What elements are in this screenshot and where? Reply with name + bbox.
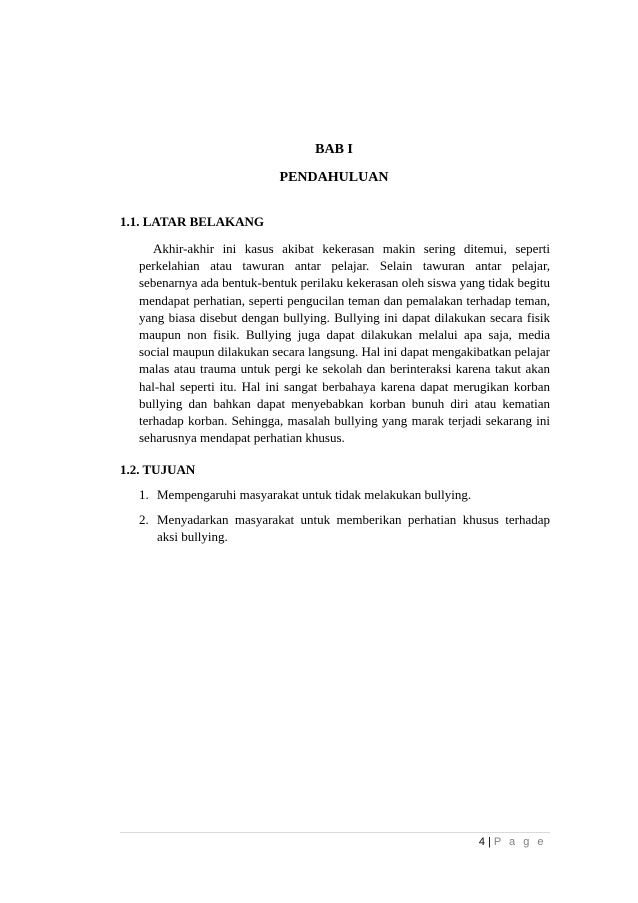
- section-heading-latar-belakang: 1.1. LATAR BELAKANG: [120, 214, 264, 229]
- chapter-title: PENDAHULUAN: [279, 170, 389, 185]
- list-item-number: 2.: [139, 512, 149, 528]
- page-number: 4: [478, 836, 485, 848]
- list-item: [139, 486, 550, 503]
- footer-divider: [120, 832, 550, 833]
- chapter-label: BAB I: [315, 142, 353, 157]
- page-label: P a g e: [493, 836, 546, 848]
- list-item-text: Menyadarkan masyarakat untuk memberikan perhatian khusus terhadap aksi bullying.: [157, 512, 550, 545]
- page-footer: [479, 836, 546, 848]
- list-item: [139, 511, 550, 545]
- list-item-number: 1.: [139, 487, 149, 502]
- section-heading-tujuan: 1.2. TUJUAN: [120, 462, 196, 477]
- objectives-list: [139, 486, 550, 554]
- background-paragraph: Akhir-akhir ini kasus akibat kekerasan makin sering ditemui, seperti perkelahian atau tawuran antar pelajar. Selain tawuran antar pelajar, sebenarnya ada bentuk-bentuk perilaku kekerasan oleh siswa yang tidak begitu mendapat perhatian, seperti pengucilan teman dan pemalakan terhadap teman, yang biasa disebut dengan bullying. Bullying ini dapat dilakukan secara fisik maupun non fisik. Bullying juga dapat dilakukan melalui apa saja, media social maupun dilakukan secara langsung. Hal ini dapat mengakibatkan pelajar malas atau trauma untuk pergi ke sekolah dan berinteraksi karena takut akan hal-hal seperti itu. Hal ini sangat berbahaya karena dapat merugikan korban bullying dan bahkan dapat menyebabkan korban bunuh diri atau kematian terhadap korban. Sehingga, masalah bullying yang marak terjadi sekarang ini seharusnya mendapat perhatian khusus.: [139, 241, 550, 446]
- list-item-text: Mempengaruhi masyarakat untuk tidak melakukan bullying.: [157, 487, 472, 502]
- footer-separator: |: [487, 836, 491, 848]
